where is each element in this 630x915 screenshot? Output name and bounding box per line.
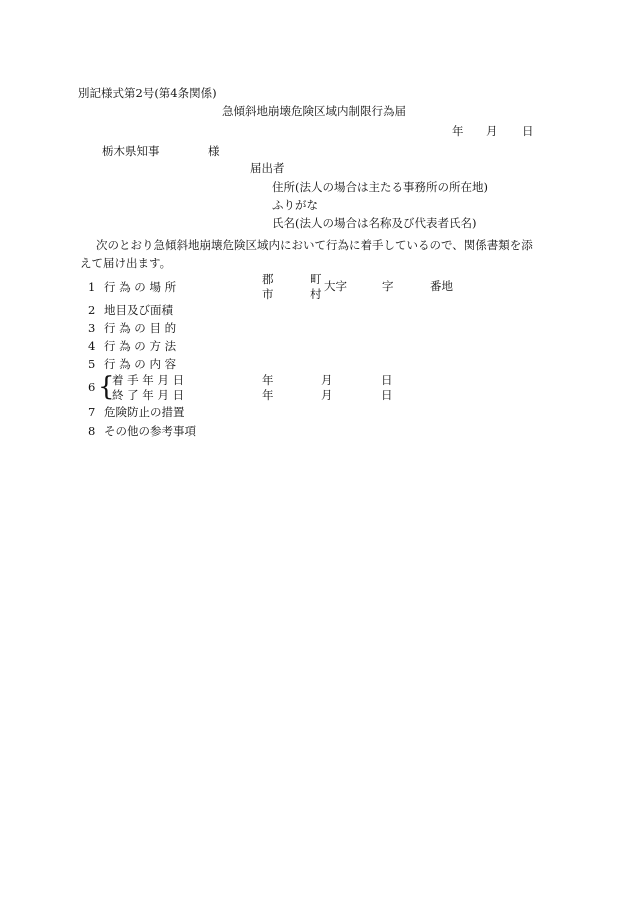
item-label: 地目及び面積 [104,303,173,317]
location-aza: 字 [382,279,394,293]
end-date-label: 終 了 年 月 日 [112,388,185,402]
location-machi: 町 [310,272,322,286]
applicant-furigana: ふりがな [272,198,318,212]
item-label: 行 為 の 内 容 [104,357,177,371]
end-month: 月 [321,388,333,402]
body-line-1: 次のとおり急傾斜地崩壊危険区域内において行為に着手しているので、関係書類を添 [96,238,533,252]
location-mura: 村 [310,287,322,301]
date-day: 日 [522,124,534,138]
applicant-address: 住所(法人の場合は主たる事務所の所在地) [272,180,488,194]
location-gun: 郡 [262,272,274,286]
item-label: その他の参考事項 [104,424,196,438]
body-line-2: えて届け出ます。 [80,256,172,270]
addressee-honorific: 様 [208,144,220,158]
item-number: 8 [88,424,96,438]
date-month: 月 [486,124,498,138]
form-label: 別記様式第2号(第4条関係) [78,86,217,100]
form-title: 急傾斜地崩壊危険区域内制限行為届 [222,104,406,118]
item-number: 1 [88,280,96,294]
end-day: 日 [381,388,393,402]
applicant-label: 届出者 [250,161,285,175]
item-number: 2 [88,303,96,317]
item-number: 7 [88,405,96,419]
applicant-name: 氏名(法人の場合は名称及び代表者氏名) [272,216,477,230]
location-oaza: 大字 [324,279,347,293]
start-year: 年 [262,373,274,387]
item-label: 行 為 の 目 的 [104,321,177,335]
item-label: 行 為 の 方 法 [104,339,177,353]
location-banchi: 番地 [430,279,453,293]
item-label: 危険防止の措置 [104,405,185,419]
left-brace: { [98,372,115,402]
date-year: 年 [452,124,464,138]
start-month: 月 [321,373,333,387]
item-number: 5 [88,357,96,371]
item-label: 行 為 の 場 所 [104,280,177,294]
location-shi: 市 [262,287,274,301]
end-year: 年 [262,388,274,402]
addressee-name: 栃木県知事 [102,144,160,158]
start-day: 日 [381,373,393,387]
item-number: 6 [88,380,96,394]
item-number: 3 [88,321,96,335]
start-date-label: 着 手 年 月 日 [112,373,185,387]
item-number: 4 [88,339,96,353]
